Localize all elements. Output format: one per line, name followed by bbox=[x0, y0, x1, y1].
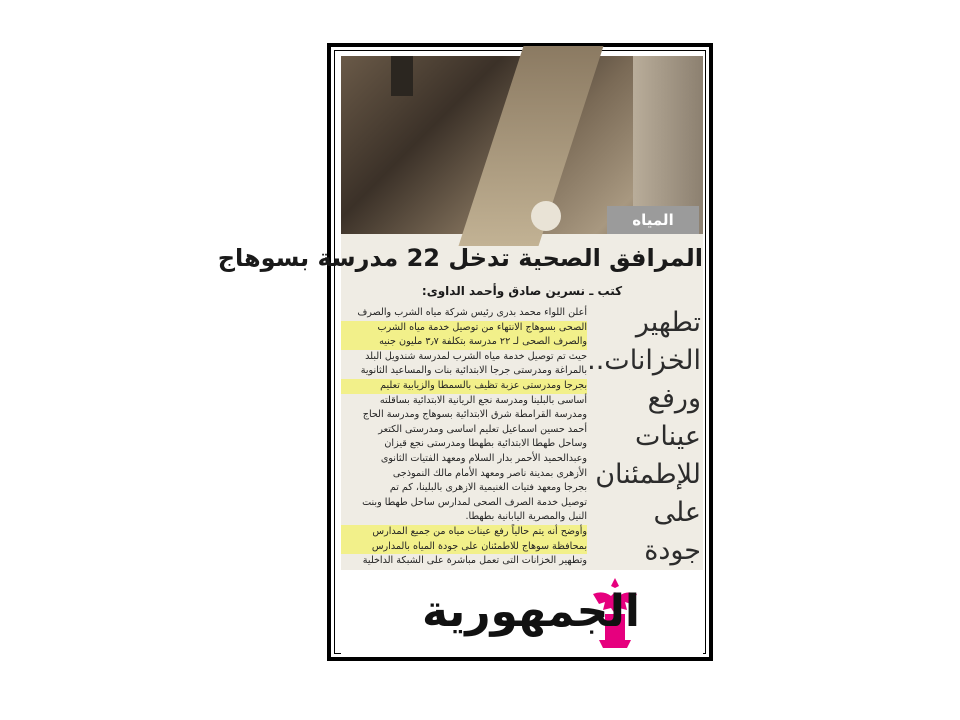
body-line: أحمد حسين اسماعيل تعليم اساسى ومدرستى الكتعر bbox=[378, 423, 587, 435]
body-line: حيث تم توصيل خدمة مياه الشرب لمدرسة شندويل البلد bbox=[365, 350, 587, 362]
headline: المرافق الصحية تدخل 22 مدرسة بسوهاج bbox=[217, 244, 703, 272]
article-body bbox=[341, 306, 587, 568]
pullquote-line: على جودة bbox=[644, 497, 701, 566]
pullquote-line: تطهير bbox=[635, 307, 701, 338]
body-line: ومدرسة القرامطة شرق الابتدائية بسوهاج ومدرسة الحاج bbox=[362, 409, 587, 421]
body-line: وساحل طهطا الابتدائية بطهطا ومدرستى نجع قيزان bbox=[384, 438, 587, 450]
masthead-area bbox=[341, 570, 703, 654]
body-line: بمحافظة سوهاج للاطمئنان على جودة المياه بالمدارس bbox=[341, 540, 587, 555]
sidebar-pullquote bbox=[587, 304, 701, 566]
pullquote-line: الخزانات.. bbox=[587, 345, 701, 376]
news-clipping bbox=[217, 56, 703, 570]
body-line: أساسى بالبلينا ومدرسة نجع الريانية الابتدائية بساقلته bbox=[379, 394, 587, 406]
body-line: توصيل خدمة الصرف الصحى لمدارس ساحل طهطا وبنت bbox=[362, 496, 587, 508]
pullquote-line: ورفع bbox=[647, 383, 701, 414]
section-badge: المياه bbox=[607, 206, 699, 234]
body-line: وعبدالحميد الأحمر بدار السلام ومعهد الفتيات الثانوى bbox=[380, 452, 587, 464]
article-photo bbox=[341, 56, 703, 234]
body-line: الأزهرى بمدينة ناصر ومعهد الأمام مالك النموذجى bbox=[392, 467, 587, 479]
pole-shape bbox=[391, 56, 413, 96]
body-line: وأوضح أنه يتم حالياً رفع عينات مياه من جميع المدارس bbox=[341, 525, 587, 540]
body-line: أعلن اللواء محمد بدرى رئيس شركة مياه الشرب والصرف bbox=[357, 307, 587, 318]
body-line: بالمراغة ومدرستى جرجا الابتدائية بنات والمساعيد الثانوية bbox=[360, 365, 587, 377]
worker-shape bbox=[531, 201, 561, 231]
body-line: الصحى بسوهاج الانتهاء من توصيل خدمة مياه الشرب bbox=[341, 321, 587, 336]
byline: كتب ـ نسرين صادق وأحمد الداوى: bbox=[421, 284, 623, 298]
body-line: بجرجا ومعهد فتيات الغنيمية الازهرى بالبلينا، كم تم bbox=[389, 482, 587, 494]
body-line: النيل والمصرية اليابانية بطهطا. bbox=[465, 511, 587, 523]
pullquote-line: عينات bbox=[634, 421, 701, 452]
body-line: والصرف الصحى لـ ٢٢ مدرسة بتكلفة ٣٫٧ مليون جنيه bbox=[341, 335, 587, 350]
body-line: وتطهير الخزانات التى تعمل مباشرة على الشبكة الداخلية bbox=[362, 555, 587, 567]
masthead-logo: الجمهورية bbox=[422, 586, 640, 637]
pullquote-line: للإطمئنان bbox=[595, 459, 701, 490]
body-line: بجرجا ومدرستى عزبة تظيف بالسمطا والزيابية تعليم bbox=[341, 379, 587, 394]
